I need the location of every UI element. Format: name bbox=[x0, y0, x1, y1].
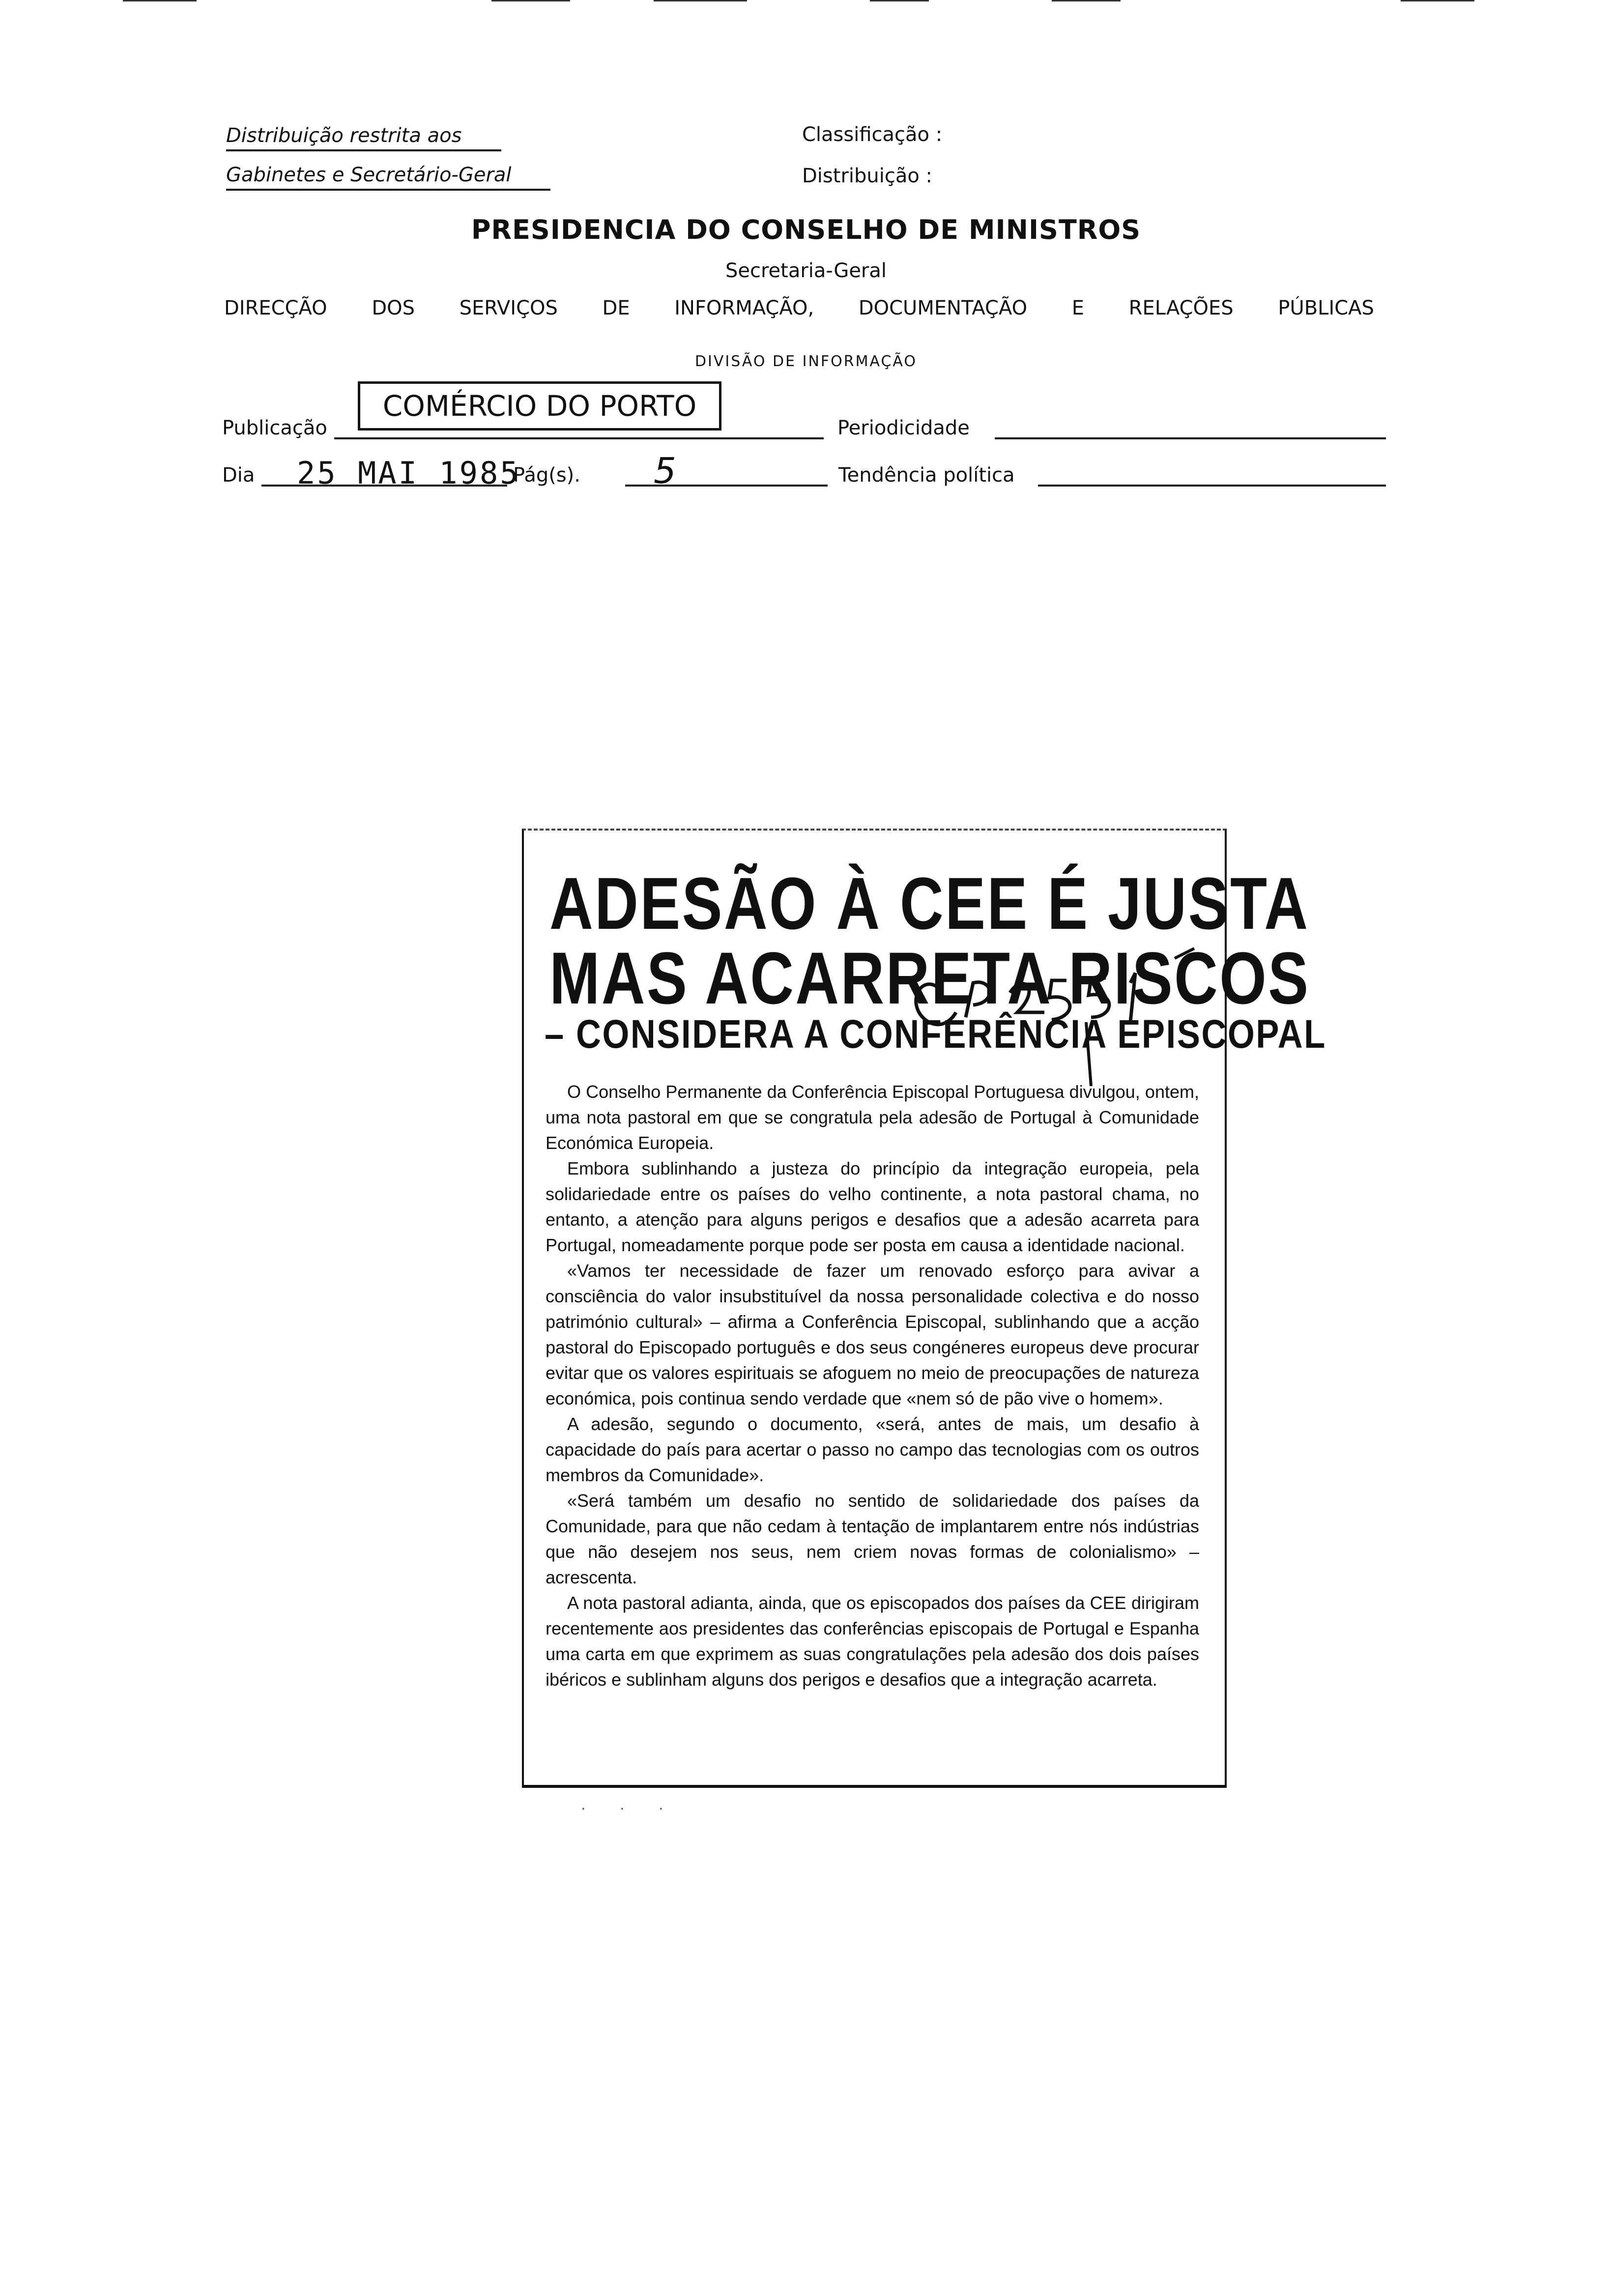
article-paragraph: Embora sublinhando a justeza do princípio da integração europeia, pela solidariedade entre os países do velho continente, a nota pastoral chama, no entanto, a atenção para alguns perigos e desafios que a adesão acarreta para Portugal, nomeadamente porque pode ser posta em causa a identidade nacional. bbox=[546, 1158, 1199, 1255]
direccao-word: SERVIÇOS bbox=[459, 297, 558, 319]
classificacao-label: Classificação : bbox=[802, 123, 943, 146]
article-paragraph: A adesão, segundo o documento, «será, antes de mais, um desafio à capacidade do país para acertar o passo no campo das tecnologias com os outros membros da Comunidade». bbox=[546, 1414, 1199, 1485]
handwritten-annotation bbox=[899, 944, 1234, 1091]
scan-mark bbox=[491, 0, 570, 1]
direccao-word: DOS bbox=[372, 297, 415, 319]
article-body bbox=[546, 1079, 1199, 1693]
direccao-word: DOCUMENTAÇÃO bbox=[858, 297, 1028, 319]
distribution-note-line2: Gabinetes e Secretário-Geral bbox=[226, 163, 550, 191]
headline-line3: – CONSIDERA A CONFERÊNCIA EPISCOPAL bbox=[545, 1012, 1326, 1057]
direccao-line bbox=[224, 297, 1374, 319]
scan-mark bbox=[1401, 0, 1474, 1]
periodicidade-label: Periodicidade bbox=[837, 417, 970, 439]
scan-dots: · · · bbox=[581, 1801, 678, 1818]
tendencia-label: Tendência política bbox=[838, 464, 1015, 487]
organization-subtitle: Secretaria-Geral bbox=[725, 259, 887, 282]
direccao-word: E bbox=[1071, 297, 1085, 319]
organization-title: PRESIDENCIA DO CONSELHO DE MINISTROS bbox=[471, 214, 1141, 245]
scan-mark bbox=[654, 0, 747, 1]
article-paragraph: «Será também um desafio no sentido de solidariedade dos países da Comunidade, para que não cedam à tentação de implantarem entre nós indústrias que não desejem nos seus, nem criem novas formas de colonialismo» – acrescenta. bbox=[546, 1491, 1199, 1587]
headline-line2: MAS ACARRETA RISCOS bbox=[549, 937, 1310, 1019]
headline-line1: ADESÃO À CEE É JUSTA bbox=[549, 862, 1310, 945]
direccao-word: INFORMAÇÃO, bbox=[674, 297, 814, 319]
direccao-word: DE bbox=[602, 297, 630, 319]
direccao-word: RELAÇÕES bbox=[1128, 297, 1234, 319]
direccao-word: PÚBLICAS bbox=[1278, 297, 1374, 319]
date-stamp: 25 MAI 1985 bbox=[297, 455, 520, 491]
article-paragraph: O Conselho Permanente da Conferência Episcopal Portuguesa divulgou, ontem, uma nota pastoral em que se congratula pela adesão de Portugal à Comunidade Económica Europeia. bbox=[546, 1082, 1199, 1153]
direccao-word: DIRECÇÃO bbox=[224, 297, 327, 319]
dia-label: Dia bbox=[222, 464, 255, 487]
distribuicao-label: Distribuição : bbox=[802, 165, 933, 187]
distribution-note-line1: Distribuição restrita aos bbox=[226, 124, 501, 151]
publicacao-field-line bbox=[334, 437, 824, 439]
scan-mark bbox=[1052, 0, 1121, 1]
article-paragraph: A nota pastoral adianta, ainda, que os episcopados dos países da CEE dirigiram recentemente aos presidentes das conferências episcopais de Portugal e Espanha uma carta em que exprimem as suas congratulações pela adesão dos dois países ibéricos e sublinham alguns dos perigos e desafios que a integração acarreta. bbox=[546, 1593, 1199, 1690]
periodicidade-field-line bbox=[995, 437, 1386, 439]
tendencia-field-line bbox=[1038, 485, 1386, 487]
pags-label: Pág(s). bbox=[513, 464, 580, 487]
publicacao-stamp: COMÉRCIO DO PORTO bbox=[358, 381, 721, 430]
division-label: DIVISÃO DE INFORMAÇÃO bbox=[694, 353, 918, 370]
scan-mark bbox=[123, 0, 197, 1]
publicacao-label: Publicação bbox=[222, 417, 327, 439]
article-paragraph: «Vamos ter necessidade de fazer um renovado esforço para avivar a consciência do valor insubstituível da nossa personalidade colectiva e do nosso património cultural» – afirma a Conferência Episcopal, sublinhando que a acção pastoral do Episcopado português e dos seus congéneres europeus deve procurar evitar que os valores espirituais se afoguem no meio de preocupações de natureza económica, pois continua sendo verdade que «nem só de pão vive o homem». bbox=[546, 1261, 1199, 1408]
scan-mark bbox=[870, 0, 929, 1]
page-number-handwritten: 5 bbox=[654, 450, 676, 491]
